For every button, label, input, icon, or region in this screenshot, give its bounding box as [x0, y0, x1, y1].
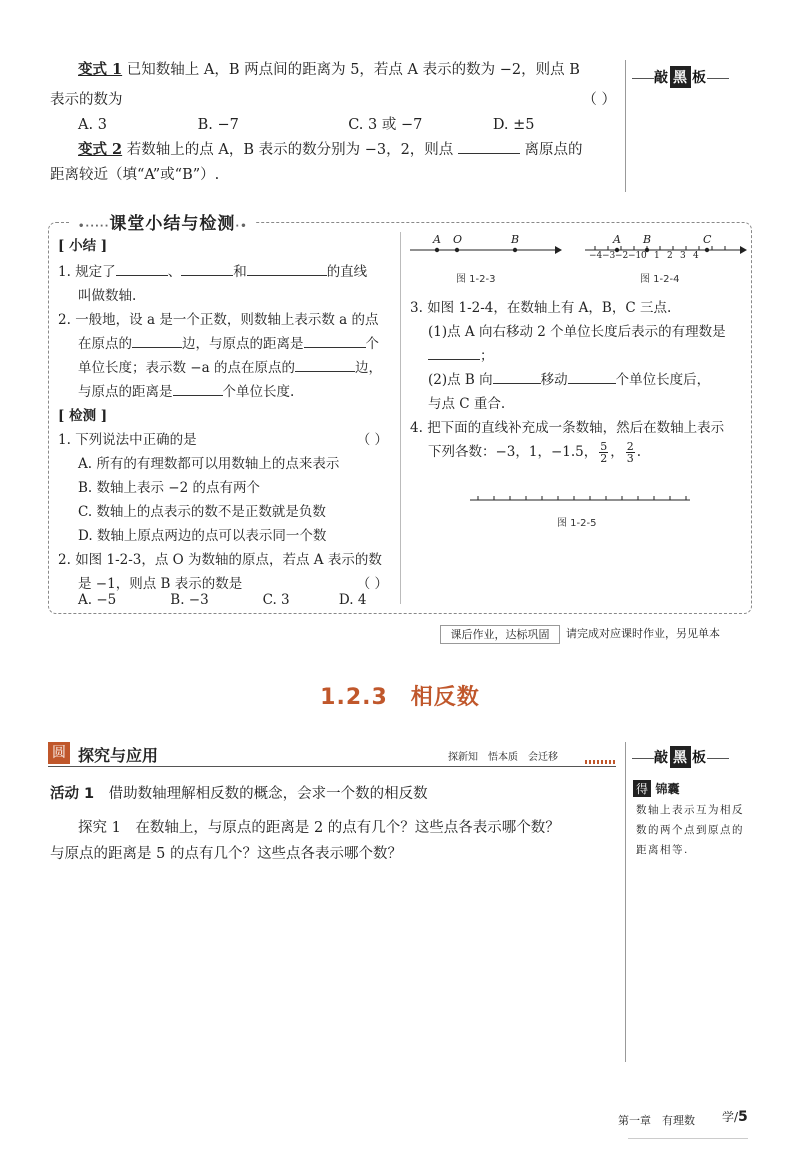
xiaojie-label: [ 小结 ]	[58, 238, 108, 254]
variant2-text-b: 离原点的	[524, 142, 583, 158]
variant2-line1	[50, 138, 583, 159]
explore-icon: 圆	[48, 742, 70, 764]
footer-subject: 学/	[722, 1110, 739, 1124]
fig125-blank-line[interactable]	[470, 492, 690, 504]
blank-2c[interactable]	[295, 357, 355, 372]
q2-option-c: C. 3	[262, 592, 290, 608]
summary-item-2-line2: 在原点的 边，与原点的距离是 个	[78, 332, 379, 352]
explore-text: 在数轴上，与原点的距离是 2 的点有几个？这些点各表示哪个数？	[135, 820, 560, 836]
q2-option-b: B. −3	[170, 592, 209, 608]
q1-option-a: A. 所有的有理数都可以用数轴上的点来表示	[78, 456, 340, 472]
explore-line1	[50, 816, 560, 837]
sidebar-rule-top	[625, 60, 626, 192]
variant2-text-a: 若数轴上的点 A，B 表示的数分别为 −3，2，则点	[126, 142, 454, 158]
sidebar-tag-bottom: 敲 黑 板	[632, 746, 729, 768]
q3-sub1-answer: ；	[428, 344, 494, 364]
tip-heading	[633, 780, 679, 797]
explore-subtitle: 探新知 悟本质 会迁移	[448, 752, 558, 763]
homework-label: 课后作业，达标巩固	[440, 625, 560, 644]
tip-label: 锦囊	[655, 782, 680, 796]
variant1-option-a: A. 3	[78, 117, 107, 133]
blank-3b[interactable]	[493, 369, 541, 384]
tip-text: 数轴上表示互为相反 数的两个点到原点的 距离相等.	[636, 804, 744, 856]
explore-label: 探究 1	[78, 820, 121, 836]
summary-item-2-line4: 与原点的距离是 个单位长度.	[78, 380, 294, 400]
variant1-line2	[50, 88, 616, 109]
q2-options	[78, 592, 366, 608]
activity-text: 借助数轴理解相反数的概念，会求一个数的相反数	[108, 786, 428, 802]
variant2-label: 变式 2	[78, 141, 123, 158]
activity-line	[50, 782, 428, 803]
q1-paren: （ ）	[356, 432, 388, 448]
q1-option-c: C. 数轴上的点表示的数不是正数就是负数	[78, 504, 326, 520]
jiance-label: [ 检测 ]	[58, 408, 108, 424]
q4-numbers: 下列各数：−3，1，−1.5， $\frac{5}{2}$ ， $\frac{2}{3}$ .	[428, 440, 642, 465]
variant1-text: 已知数轴上 A，B 两点间的距离为 5，若点 A 表示的数为 −2，则点 B	[126, 62, 580, 78]
q1-stem: 1. 下列说法中正确的是 （ ）	[58, 428, 388, 448]
q1-option-b: B. 数轴上表示 −2 的点有两个	[78, 480, 260, 496]
fig124-label-a: A	[613, 233, 621, 246]
fig124-caption: 图 1-2-4	[640, 274, 680, 285]
fraction-5-2: $\frac{5}{2}$	[600, 440, 608, 465]
variant1-options	[78, 113, 535, 134]
variant2-text2: 距离较近（填“A”或“B”）.	[50, 167, 220, 183]
q2-option-a: A. −5	[78, 592, 117, 608]
blank-2b[interactable]	[304, 333, 366, 348]
q3-sub1: (1)点 A 向右移动 2 个单位长度后表示的有理数是	[428, 324, 726, 340]
variant1-option-b: B. −7	[197, 117, 239, 133]
q4-stem: 4. 把下面的直线补充成一条数轴，然后在数轴上表示	[410, 420, 725, 436]
variant1-label: 变式 1	[78, 61, 123, 78]
variant1-option-d: D. ±5	[492, 117, 535, 133]
variant1-option-c: C. 3 或 −7	[348, 117, 423, 133]
footer-rule	[628, 1138, 748, 1139]
footer-chapter: 第一章 有理数	[618, 1114, 695, 1127]
variant1-text2: 表示的数为	[50, 92, 123, 108]
q2-option-d: D. 4	[338, 592, 367, 608]
summary-title: •·····课堂小结与检测·•	[70, 209, 256, 234]
summary-divider	[400, 232, 401, 604]
blank-2d[interactable]	[173, 381, 223, 396]
q1-option-d: D. 数轴上原点两边的点可以表示同一个数	[78, 528, 327, 544]
footer-page-block	[722, 1108, 748, 1125]
summary-item-2-line3: 单位长度；表示数 −a 的点在原点的 边，	[78, 356, 382, 376]
activity-label: 活动 1	[50, 786, 95, 802]
q3-sub2: (2)点 B 向 移动 个单位长度后，	[428, 368, 710, 388]
explore-header	[48, 742, 616, 768]
footer-page-number: 5	[738, 1109, 748, 1125]
footer-divider	[0, 1090, 800, 1091]
blank-3a[interactable]	[428, 345, 480, 360]
fig124-label-c: C	[703, 233, 712, 246]
blank-2a[interactable]	[132, 333, 182, 348]
variant1-answer-paren: （ ）	[582, 92, 616, 108]
summary-item-1-line1: 1. 规定了 、 和 的直线	[58, 260, 367, 280]
q2-stem2: 是 −1，则点 B 表示的数是 （ ）	[78, 572, 388, 592]
summary-item-2-line1: 2. 一般地，设 a 是一个正数，则数轴上表示数 a 的点	[58, 312, 379, 328]
q2-stem: 2. 如图 1-2-3，点 O 为数轴的原点，若点 A 表示的数	[58, 552, 382, 568]
fig124-ticks: −4−3−2−10 1 2 3 4	[589, 251, 699, 261]
sidebar-rule-bottom	[625, 742, 626, 1062]
summary-item-1-line2: 叫做数轴.	[78, 288, 137, 304]
sidebar-tag-top: 敲 黑 板	[632, 66, 729, 88]
q3-stem: 3. 如图 1-2-4，在数轴上有 A，B，C 三点.	[410, 300, 672, 316]
q2-paren: （ ）	[356, 576, 388, 592]
blank-1a[interactable]	[116, 261, 168, 276]
fig124-label-b: B	[643, 233, 652, 246]
blank-3c[interactable]	[568, 369, 616, 384]
variant2-blank[interactable]	[458, 139, 520, 154]
fig125-caption: 图 1-2-5	[557, 518, 597, 529]
blank-1c[interactable]	[247, 261, 327, 276]
explore-title: 探究与应用	[78, 746, 159, 765]
fraction-2-3: $\frac{2}{3}$	[626, 440, 634, 465]
header-dots	[585, 760, 615, 764]
fig123-label-o: O	[453, 233, 463, 246]
section-title: 1.2.3 相反数	[320, 685, 480, 710]
homework-note: 请完成对应课时作业，另见单本	[566, 627, 720, 640]
blank-1b[interactable]	[181, 261, 233, 276]
variant2-line2	[50, 163, 219, 184]
fig123-label-a: A	[433, 233, 441, 246]
fig123-label-b: B	[511, 233, 520, 246]
tip-badge: 得	[633, 780, 651, 797]
explore-line2: 与原点的距离是 5 的点有几个？这些点各表示哪个数？	[50, 846, 402, 862]
variant1-line1	[50, 58, 580, 79]
q3-sub2-line2: 与点 C 重合.	[428, 396, 506, 412]
fig123-caption: 图 1-2-3	[456, 274, 496, 285]
